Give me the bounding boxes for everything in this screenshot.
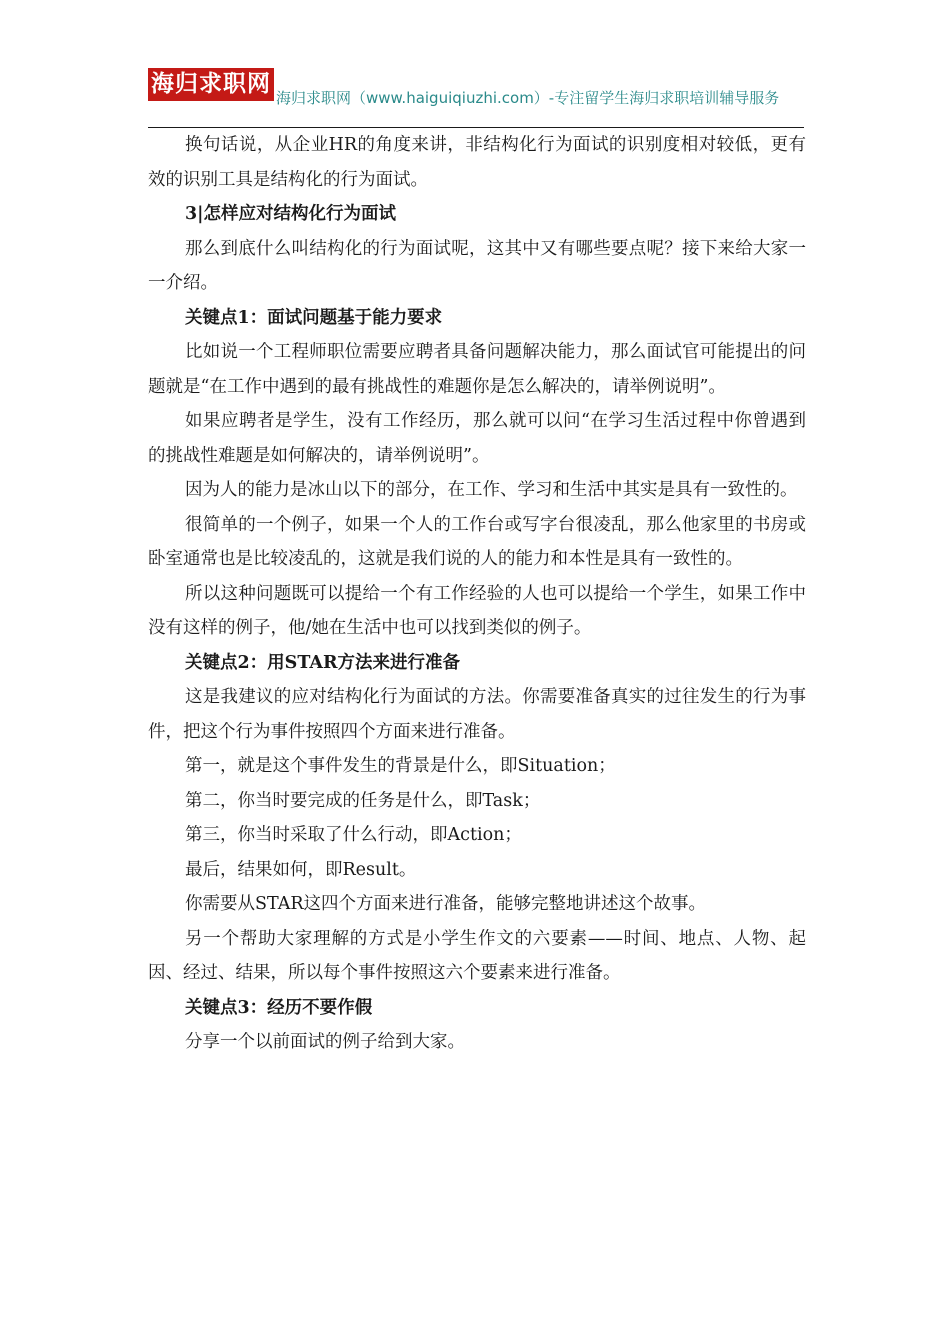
paragraph: 另一个帮助大家理解的方式是小学生作文的六要素——时间、地点、人物、起因、经过、结果，所以每个事件按照这六个要素来进行准备。 <box>148 928 806 983</box>
section-heading: 3|怎样应对结构化行为面试 <box>185 204 397 224</box>
key-point-heading: 关键点1：面试问题基于能力要求 <box>185 307 443 328</box>
paragraph: 比如说一个工程师职位需要应聘者具备问题解决能力，那么面试官可能提出的问题就是“在工作中遇到的最有挑战性的难题你是怎么解决的，请举例说明”。 <box>148 342 806 397</box>
paragraph: 你需要从STAR这四个方面来进行准备，能够完整地讲述这个故事。 <box>185 894 707 914</box>
paragraph: 第一，就是这个事件发生的背景是什么，即Situation； <box>185 756 616 776</box>
paragraph: 所以这种问题既可以提给一个有工作经验的人也可以提给一个学生，如果工作中没有这样的例子，他/她在生活中也可以找到类似的例子。 <box>148 583 806 638</box>
paragraph: 换句话说，从企业HR的角度来讲，非结构化行为面试的识别度相对较低，更有效的识别工具是结构化的行为面试。 <box>148 135 806 190</box>
paragraph: 第二，你当时要完成的任务是什么，即Task； <box>185 790 541 811</box>
paragraph: 那么到底什么叫结构化的行为面试呢，这其中又有哪些要点呢？接下来给大家一一介绍。 <box>148 238 806 293</box>
paragraph: 因为人的能力是冰山以下的部分，在工作、学习和生活中其实是具有一致性的。 <box>185 480 798 500</box>
header-tagline: 海归求职网（www.haiguiqiuzhi.com）-专注留学生海归求职培训辅导服务 <box>276 89 780 107</box>
logo-text: 海归求职网 <box>151 71 271 97</box>
paragraph: 分享一个以前面试的例子给到大家。 <box>185 1032 465 1052</box>
document-body <box>148 128 806 1060</box>
key-point-heading: 关键点3：经历不要作假 <box>185 997 373 1018</box>
paragraph: 很简单的一个例子，如果一个人的工作台或写字台很凌乱，那么他家里的书房或卧室通常也是比较凌乱的，这就是我们说的人的能力和本性是具有一致性的。 <box>148 514 806 569</box>
key-point-heading: 关键点2：用STAR方法来进行准备 <box>185 652 461 673</box>
paragraph: 第三，你当时采取了什么行动，即Action； <box>185 825 522 845</box>
paragraph: 这是我建议的应对结构化行为面试的方法。你需要准备真实的过往发生的行为事件，把这个行为事件按照四个方面来进行准备。 <box>148 687 806 742</box>
paragraph: 如果应聘者是学生，没有工作经历，那么就可以问“在学习生活过程中你曾遇到的挑战性难题是如何解决的，请举例说明”。 <box>148 411 806 466</box>
paragraph: 最后，结果如何，即Result。 <box>185 859 417 880</box>
